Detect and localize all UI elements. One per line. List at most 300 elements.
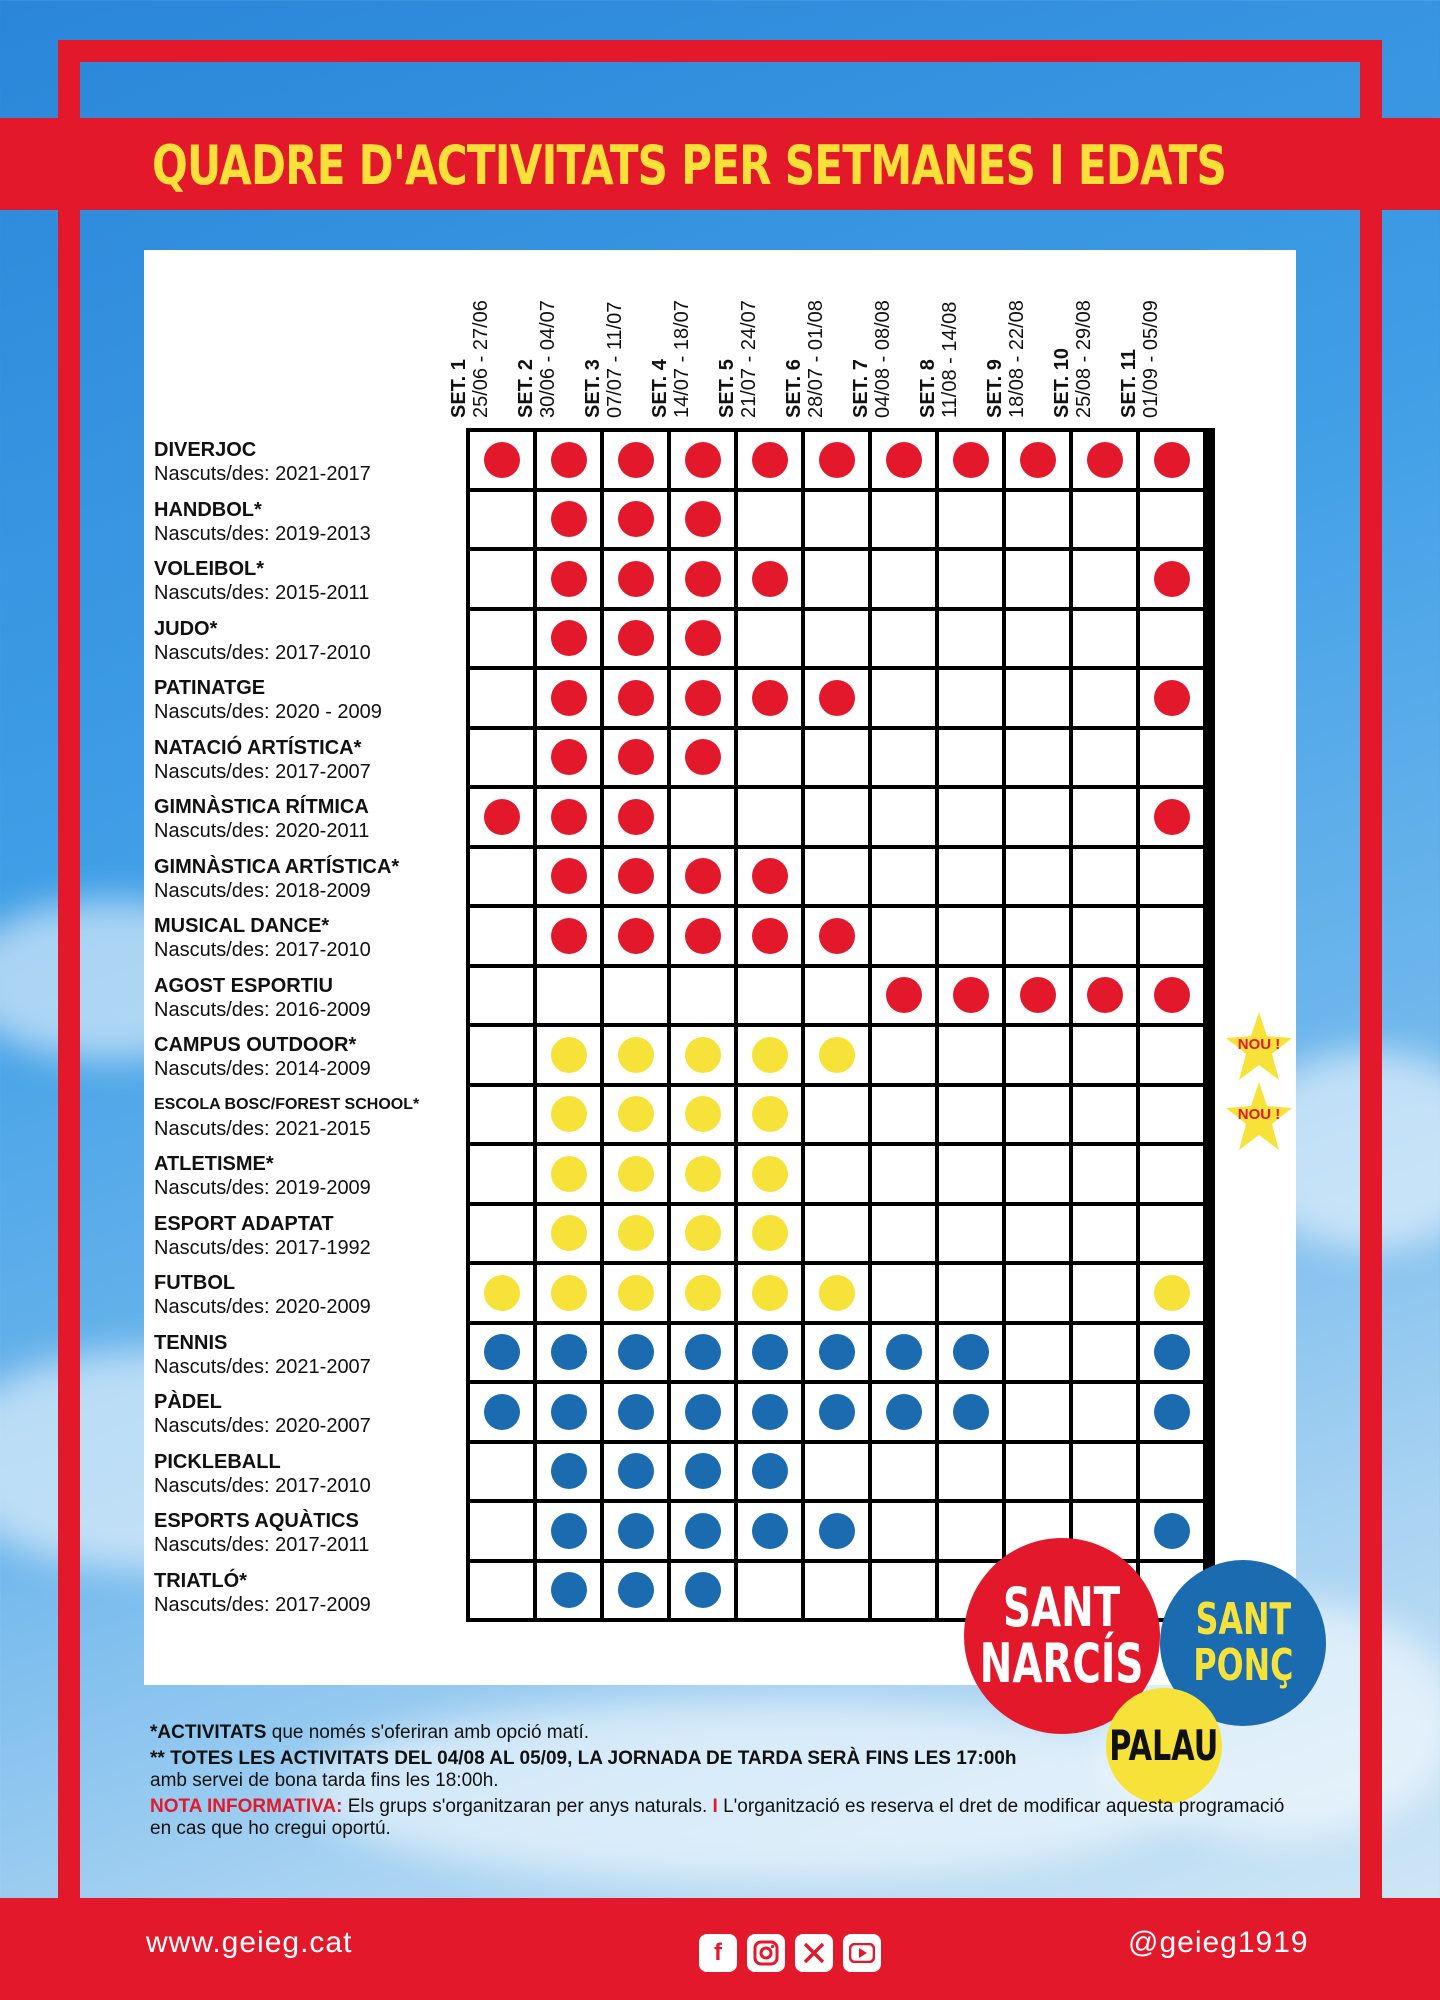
- availability-dot: [618, 799, 654, 835]
- availability-dot: [1154, 1394, 1190, 1430]
- week-header: [1118, 264, 1218, 420]
- schedule-cell: [1073, 908, 1136, 964]
- week-header-text: [984, 260, 1028, 420]
- schedule-cell: [939, 968, 1002, 1024]
- activity-name: ESPORT ADAPTAT: [154, 1212, 334, 1235]
- availability-dot: [1154, 561, 1190, 597]
- activity-years: Nascuts/des: 2017-2010: [154, 939, 371, 961]
- availability-dot: [819, 1513, 855, 1549]
- activity-name: NATACIÓ ARTÍSTICA*: [154, 736, 362, 759]
- activity-label: [154, 1152, 464, 1200]
- schedule-cell: [1006, 1027, 1069, 1083]
- schedule-cell: [738, 1563, 801, 1619]
- week-label: SET. 1: [448, 359, 470, 418]
- schedule-cell: [805, 1027, 868, 1083]
- schedule-cell: [1006, 849, 1069, 905]
- schedule-cell: [1073, 1265, 1136, 1321]
- schedule-cell: [604, 1444, 667, 1500]
- availability-dot: [618, 442, 654, 478]
- schedule-cell: [671, 1146, 734, 1202]
- schedule-cell: [671, 670, 734, 726]
- schedule-cell: [939, 1027, 1002, 1083]
- availability-dot: [618, 1215, 654, 1251]
- schedule-cell: [470, 492, 533, 548]
- week-header-text: [1118, 260, 1162, 420]
- week-header-text: [515, 260, 559, 420]
- activity-years: Nascuts/des: 2017-2010: [154, 641, 371, 664]
- schedule-cell: [1073, 789, 1136, 845]
- availability-dot: [752, 561, 788, 597]
- schedule-cell: [537, 611, 600, 667]
- schedule-cell: [738, 1265, 801, 1321]
- availability-dot: [819, 680, 855, 716]
- venue-sant-ponc-label: SANT PONÇ: [1193, 1594, 1293, 1691]
- schedule-cell: [872, 968, 935, 1024]
- availability-dot: [618, 739, 654, 775]
- schedule-cell: [1140, 1146, 1203, 1202]
- schedule-cell: [805, 968, 868, 1024]
- schedule-cell: [470, 968, 533, 1024]
- schedule-cell: [738, 968, 801, 1024]
- frame-left: [58, 40, 80, 1970]
- activity-name: ATLETISME*: [154, 1153, 274, 1175]
- schedule-cell: [1006, 1325, 1069, 1381]
- availability-dot: [484, 1334, 520, 1370]
- week-dates: 18/08 - 22/08: [1006, 300, 1028, 418]
- availability-dot: [752, 1096, 788, 1132]
- availability-dot: [484, 1275, 520, 1311]
- schedule-cell: [872, 849, 935, 905]
- activity-name: GIMNÀSTICA ARTÍSTICA*: [154, 855, 400, 878]
- availability-dot: [752, 1394, 788, 1430]
- schedule-cell: [470, 1265, 533, 1321]
- schedule-cell: [671, 1206, 734, 1262]
- schedule-cell: [872, 611, 935, 667]
- schedule-cell: [1140, 1444, 1203, 1500]
- note-info-separator: I: [712, 1796, 718, 1817]
- activity-years: Nascuts/des: 2020 - 2009: [154, 701, 382, 723]
- week-dates: 11/08 - 14/08: [939, 301, 961, 418]
- schedule-cell: [671, 1027, 734, 1083]
- availability-dot: [685, 1037, 721, 1073]
- activity-years: Nascuts/des: 2021-2015: [154, 1117, 371, 1140]
- activity-years: Nascuts/des: 2014-2009: [154, 1058, 371, 1080]
- week-header-text: [1051, 260, 1095, 420]
- schedule-cell: [1140, 432, 1203, 488]
- schedule-cell: [872, 789, 935, 845]
- schedule-cell: [470, 730, 533, 786]
- availability-dot: [685, 1334, 721, 1370]
- availability-dot: [819, 442, 855, 478]
- schedule-cell: [671, 1265, 734, 1321]
- schedule-cell: [671, 1325, 734, 1381]
- schedule-cell: [470, 432, 533, 488]
- activity-years: Nascuts/des: 2017-2010: [154, 1474, 371, 1497]
- activity-label: [154, 736, 464, 784]
- schedule-cell: [604, 670, 667, 726]
- availability-dot: [685, 739, 721, 775]
- activity-name: DIVERJOC: [154, 439, 257, 461]
- activity-label: [154, 617, 464, 665]
- availability-dot: [618, 858, 654, 894]
- schedule-cell: [939, 730, 1002, 786]
- schedule-cell: [537, 670, 600, 726]
- schedule-cell: [470, 1146, 533, 1202]
- activity-years: Nascuts/des: 2015-2011: [154, 582, 370, 604]
- schedule-cell: [1006, 1265, 1069, 1321]
- schedule-cell: [537, 1206, 600, 1262]
- schedule-cell: [939, 1087, 1002, 1143]
- activity-label: [154, 1033, 464, 1081]
- schedule-cell: [872, 670, 935, 726]
- activity-name: TRIATLÓ*: [154, 1569, 247, 1592]
- frame-right: [1360, 40, 1382, 1970]
- schedule-cell: [537, 1384, 600, 1440]
- schedule-cell: [1006, 1444, 1069, 1500]
- activity-years: Nascuts/des: 2019-2013: [154, 522, 371, 545]
- activity-label: [154, 914, 464, 962]
- availability-dot: [1087, 977, 1123, 1013]
- availability-dot: [1154, 799, 1190, 835]
- schedule-cell: [1073, 1146, 1136, 1202]
- schedule-cell: [671, 968, 734, 1024]
- schedule-cell: [671, 492, 734, 548]
- venue-palau-label: PALAU: [1109, 1721, 1219, 1770]
- note-info-text-b: L'organització es reserva el dret de modificar aquesta programació en cas que ho cregui oportú.: [150, 1796, 1285, 1839]
- schedule-cell: [671, 908, 734, 964]
- availability-dot: [886, 1334, 922, 1370]
- schedule-cell: [1140, 1384, 1203, 1440]
- availability-dot: [752, 442, 788, 478]
- schedule-cell: [939, 1384, 1002, 1440]
- activity-name: FUTBOL: [154, 1272, 236, 1294]
- availability-dot: [551, 1037, 587, 1073]
- week-dates: 07/07 - 11/07: [604, 301, 626, 418]
- availability-dot: [551, 1096, 587, 1132]
- availability-dot: [618, 1275, 654, 1311]
- availability-dot: [752, 1513, 788, 1549]
- schedule-cell: [604, 492, 667, 548]
- schedule-cell: [537, 432, 600, 488]
- availability-dot: [685, 561, 721, 597]
- availability-dot: [685, 918, 721, 954]
- schedule-cell: [671, 849, 734, 905]
- availability-dot: [551, 799, 587, 835]
- schedule-cell: [872, 730, 935, 786]
- schedule-cell: [1073, 670, 1136, 726]
- week-header-text: [850, 260, 894, 420]
- schedule-cell: [1006, 1206, 1069, 1262]
- schedule-cell: [805, 908, 868, 964]
- schedule-cell: [872, 1503, 935, 1559]
- schedule-cell: [671, 1384, 734, 1440]
- schedule-cell: [1006, 551, 1069, 607]
- availability-dot: [752, 858, 788, 894]
- schedule-cell: [470, 611, 533, 667]
- schedule-cell: [470, 789, 533, 845]
- availability-dot: [886, 1394, 922, 1430]
- availability-dot: [1020, 977, 1056, 1013]
- schedule-cell: [1073, 492, 1136, 548]
- schedule-cell: [537, 968, 600, 1024]
- schedule-cell: [1073, 1027, 1136, 1083]
- week-dates: 21/07 - 24/07: [738, 300, 760, 418]
- schedule-cell: [604, 789, 667, 845]
- schedule-cell: [470, 1384, 533, 1440]
- x-icon[interactable]: [795, 1934, 833, 1972]
- schedule-cell: [738, 1027, 801, 1083]
- frame-top: [58, 40, 1382, 62]
- schedule-cell: [738, 908, 801, 964]
- availability-dot: [1154, 1334, 1190, 1370]
- schedule-cell: [805, 730, 868, 786]
- activity-years: Nascuts/des: 2017-1992: [154, 1236, 371, 1259]
- schedule-cell: [604, 432, 667, 488]
- schedule-cell: [537, 730, 600, 786]
- schedule-cell: [537, 1027, 600, 1083]
- note-afternoon: [150, 1748, 1300, 1792]
- availability-dot: [685, 1572, 721, 1608]
- activity-label: [154, 1569, 464, 1617]
- availability-dot: [618, 1394, 654, 1430]
- availability-dot: [685, 1096, 721, 1132]
- schedule-cell: [805, 670, 868, 726]
- week-label: SET. 3: [582, 359, 604, 418]
- schedule-cell: [470, 1444, 533, 1500]
- schedule-cell: [738, 1087, 801, 1143]
- availability-dot: [551, 1215, 587, 1251]
- schedule-cell: [738, 730, 801, 786]
- availability-dot: [551, 1275, 587, 1311]
- availability-dot: [551, 442, 587, 478]
- activity-name: JUDO*: [154, 617, 218, 640]
- schedule-cell: [872, 492, 935, 548]
- activity-name: TENNIS: [154, 1331, 228, 1354]
- activity-years: Nascuts/des: 2016-2009: [154, 998, 371, 1021]
- schedule-cell: [1073, 1384, 1136, 1440]
- schedule-cell: [1073, 1325, 1136, 1381]
- schedule-cell: [671, 730, 734, 786]
- note-afternoon-text: amb servei de bona tarda fins les 18:00h.: [150, 1770, 499, 1791]
- schedule-cell: [604, 1563, 667, 1619]
- schedule-cell: [1006, 789, 1069, 845]
- availability-dot: [1154, 1275, 1190, 1311]
- schedule-cell: [470, 1206, 533, 1262]
- availability-dot: [685, 442, 721, 478]
- schedule-cell: [805, 1087, 868, 1143]
- facebook-icon[interactable]: f: [699, 1934, 737, 1972]
- availability-dot: [685, 1275, 721, 1311]
- schedule-cell: [872, 1444, 935, 1500]
- schedule-cell: [939, 1146, 1002, 1202]
- schedule-cell: [872, 908, 935, 964]
- activity-name: PATINATGE: [154, 677, 266, 699]
- schedule-cell: [738, 611, 801, 667]
- schedule-cell: [872, 1027, 935, 1083]
- availability-dot: [953, 442, 989, 478]
- schedule-cell: [1006, 432, 1069, 488]
- availability-dot: [618, 620, 654, 656]
- availability-dot: [953, 1334, 989, 1370]
- schedule-cell: [872, 1206, 935, 1262]
- activity-years: Nascuts/des: 2021-2017: [154, 463, 371, 485]
- youtube-icon[interactable]: [843, 1934, 881, 1972]
- schedule-cell: [805, 1146, 868, 1202]
- activity-label: [154, 557, 464, 605]
- schedule-cell: [738, 551, 801, 607]
- schedule-cell: [537, 1503, 600, 1559]
- week-dates: 30/06 - 04/07: [537, 300, 559, 418]
- schedule-cell: [939, 432, 1002, 488]
- schedule-cell: [872, 1384, 935, 1440]
- schedule-cell: [738, 1444, 801, 1500]
- schedule-cell: [1140, 968, 1203, 1024]
- availability-dot: [752, 1275, 788, 1311]
- availability-dot: [618, 501, 654, 537]
- schedule-cell: [1140, 1325, 1203, 1381]
- schedule-cell: [604, 730, 667, 786]
- schedule-cell: [805, 1563, 868, 1619]
- schedule-cell: [671, 1503, 734, 1559]
- schedule-cell: [1073, 611, 1136, 667]
- availability-dot: [886, 977, 922, 1013]
- schedule-cell: [671, 789, 734, 845]
- schedule-cell: [1006, 1384, 1069, 1440]
- schedule-cell: [738, 1384, 801, 1440]
- nou-badge-label: NOU !: [1237, 1036, 1281, 1053]
- activity-years: Nascuts/des: 2017-2011: [154, 1534, 370, 1556]
- schedule-cell: [604, 1265, 667, 1321]
- week-header-text: [716, 260, 760, 420]
- availability-dot: [1154, 680, 1190, 716]
- availability-dot: [819, 1394, 855, 1430]
- schedule-cell: [470, 1563, 533, 1619]
- schedule-cell: [1006, 670, 1069, 726]
- activity-years: Nascuts/des: 2018-2009: [154, 879, 371, 902]
- availability-dot: [685, 680, 721, 716]
- activity-years: Nascuts/des: 2017-2007: [154, 760, 371, 783]
- availability-dot: [685, 1394, 721, 1430]
- week-header-text: [582, 260, 626, 420]
- activity-label: [154, 1212, 464, 1260]
- availability-dot: [685, 501, 721, 537]
- schedule-cell: [537, 1265, 600, 1321]
- availability-dot: [685, 1215, 721, 1251]
- schedule-cell: [470, 908, 533, 964]
- schedule-cell: [738, 432, 801, 488]
- schedule-cell: [470, 1087, 533, 1143]
- schedule-cell: [671, 611, 734, 667]
- schedule-cell: [537, 1444, 600, 1500]
- schedule-cell: [805, 1503, 868, 1559]
- activity-years: Nascuts/des: 2020-2011: [154, 820, 370, 842]
- activity-label: [154, 855, 464, 903]
- notes: [150, 1722, 1300, 1844]
- availability-dot: [752, 680, 788, 716]
- availability-dot: [618, 1037, 654, 1073]
- activity-label: [154, 1390, 464, 1438]
- schedule-cell: [1006, 1146, 1069, 1202]
- schedule-cell: [939, 908, 1002, 964]
- schedule-cell: [604, 551, 667, 607]
- availability-dot: [551, 1572, 587, 1608]
- availability-dot: [752, 1215, 788, 1251]
- schedule-cell: [470, 670, 533, 726]
- schedule-cell: [604, 1087, 667, 1143]
- schedule-cell: [1140, 1206, 1203, 1262]
- activity-label: [154, 1271, 464, 1319]
- schedule-cell: [939, 492, 1002, 548]
- website-link[interactable]: www.geieg.cat: [146, 1926, 353, 1959]
- schedule-cell: [1140, 492, 1203, 548]
- schedule-cell: [604, 908, 667, 964]
- week-label: SET. 2: [515, 359, 537, 418]
- schedule-cell: [805, 789, 868, 845]
- activity-name: AGOST ESPORTIU: [154, 974, 333, 997]
- schedule-cell: [872, 1087, 935, 1143]
- schedule-cell: [604, 1503, 667, 1559]
- schedule-cell: [537, 908, 600, 964]
- schedule-cell: [738, 849, 801, 905]
- week-dates: 28/07 - 01/08: [805, 300, 827, 418]
- schedule-cell: [1140, 849, 1203, 905]
- availability-dot: [685, 1156, 721, 1192]
- schedule-cell: [537, 1087, 600, 1143]
- week-label: SET. 10: [1051, 347, 1073, 418]
- week-label: SET. 8: [917, 359, 939, 418]
- activity-name: VOLEIBOL*: [154, 558, 265, 580]
- availability-dot: [685, 1453, 721, 1489]
- schedule-cell: [939, 1265, 1002, 1321]
- social-handle[interactable]: @geieg1919: [1128, 1926, 1309, 1959]
- availability-dot: [685, 1513, 721, 1549]
- availability-dot: [551, 680, 587, 716]
- schedule-cell: [1073, 849, 1136, 905]
- note-morning-only: [150, 1722, 1300, 1744]
- venue-sant-narcis-label: SANT NARCÍS: [980, 1576, 1144, 1695]
- schedule-cell: [470, 551, 533, 607]
- schedule-cell: [1140, 1027, 1203, 1083]
- week-header-text: [783, 260, 827, 420]
- availability-dot: [685, 620, 721, 656]
- week-label: SET. 4: [649, 359, 671, 418]
- instagram-icon[interactable]: [747, 1934, 785, 1972]
- schedule-cell: [671, 1087, 734, 1143]
- schedule-cell: [1140, 551, 1203, 607]
- schedule-cell: [939, 1325, 1002, 1381]
- schedule-cell: [604, 1027, 667, 1083]
- schedule-cell: [537, 551, 600, 607]
- schedule-cell: [872, 1563, 935, 1619]
- schedule-cell: [939, 1206, 1002, 1262]
- note-morning-only-bold: *ACTIVITATS: [150, 1722, 267, 1743]
- availability-dot: [618, 561, 654, 597]
- activity-name: HANDBOL*: [154, 498, 262, 521]
- nou-badge-campus-outdoor: [1226, 1012, 1292, 1082]
- schedule-cell: [805, 432, 868, 488]
- availability-dot: [1154, 977, 1190, 1013]
- activity-label: [154, 1450, 464, 1498]
- availability-dot: [551, 1156, 587, 1192]
- schedule-cell: [1140, 789, 1203, 845]
- activity-name: GIMNÀSTICA RÍTMICA: [154, 796, 369, 818]
- schedule-cell: [1073, 432, 1136, 488]
- schedule-cell: [604, 1146, 667, 1202]
- schedule-cell: [604, 968, 667, 1024]
- schedule-cell: [604, 611, 667, 667]
- schedule-cell: [671, 432, 734, 488]
- schedule-cell: [604, 1206, 667, 1262]
